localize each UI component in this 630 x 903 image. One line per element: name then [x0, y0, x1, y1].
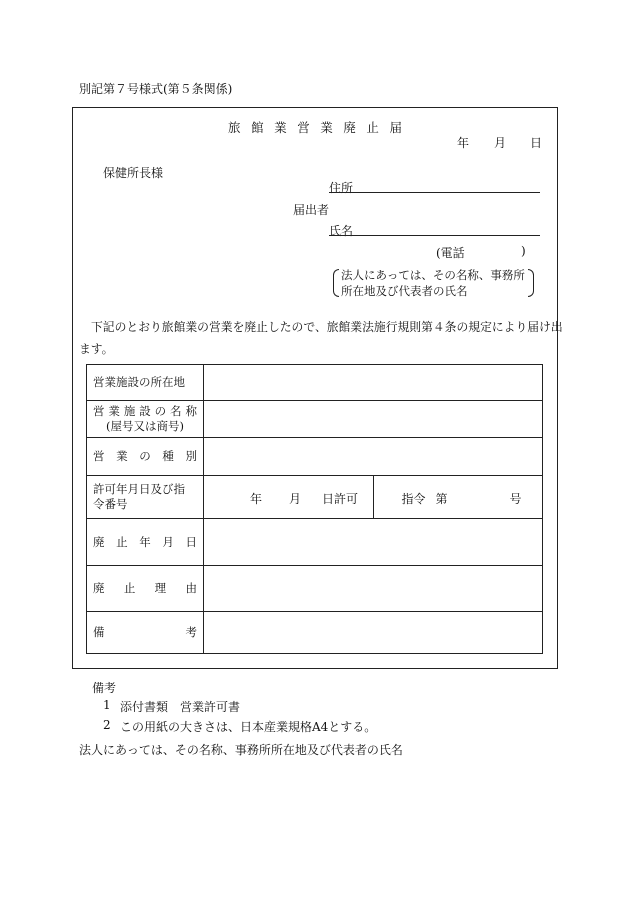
remarks-field[interactable]	[204, 612, 543, 654]
title-char: 館	[251, 120, 264, 135]
note-1-text: 添付書類 営業許可書	[120, 700, 241, 714]
facility-location-label: 営業施設の所在地	[87, 365, 204, 401]
abolition-reason-label: 廃 止 理 由	[87, 566, 204, 612]
address-label: 住所	[329, 181, 354, 195]
bracket-right	[528, 269, 534, 297]
business-type-field[interactable]	[204, 438, 543, 476]
permit-directive: 指令	[401, 491, 426, 506]
permit-no: 第	[435, 491, 448, 506]
name-label: 氏名	[329, 224, 354, 238]
date-day: 日	[530, 136, 543, 150]
permit-number-field[interactable]	[373, 476, 543, 519]
title-char: 廃	[343, 120, 356, 135]
note-2-number: 2	[103, 718, 111, 732]
table-row	[87, 401, 543, 438]
abolition-date-label: 廃 止 年 月 日	[87, 519, 204, 566]
corporate-note-line1: 法人にあっては、その名称、事務所	[341, 268, 525, 282]
notification-table	[86, 364, 543, 654]
permit-year: 年	[250, 491, 263, 506]
title-char: 業	[274, 120, 287, 135]
title-char: 業	[320, 120, 333, 135]
corporate-note-line2: 所在地及び代表者の氏名	[341, 284, 468, 298]
bracket-left	[333, 269, 339, 297]
name-line[interactable]	[329, 235, 540, 236]
date-month: 月	[494, 136, 507, 150]
notes-heading: 備考	[92, 681, 117, 695]
table-row	[87, 519, 543, 566]
title-char: 営	[297, 120, 310, 135]
permit-suffix: 号	[509, 491, 522, 506]
address-line[interactable]	[329, 192, 540, 193]
body-text-line1: 下記のとおり旅館業の営業を廃止したので、旅館業法施行規則第４条の規定により届け出	[91, 320, 563, 334]
facility-name-field[interactable]	[204, 401, 543, 438]
facility-location-field[interactable]	[204, 365, 543, 401]
phone-close: )	[521, 244, 526, 258]
abolition-reason-field[interactable]	[204, 566, 543, 612]
permit-day: 日許可	[322, 491, 359, 506]
phone-open: (電話	[436, 246, 465, 260]
table-row	[87, 365, 543, 401]
notifier-label: 届出者	[293, 203, 330, 217]
facility-name-sub: (屋号又は商号)	[106, 419, 184, 433]
remarks-label: 備 考	[87, 612, 204, 654]
form-title	[228, 118, 402, 136]
table-row	[87, 612, 543, 654]
date-year: 年	[457, 136, 470, 150]
table-row	[87, 438, 543, 476]
form-number: 別記第７号様式(第５条関係)	[79, 82, 233, 96]
footer-text: 法人にあっては、その名称、事務所所在地及び代表者の氏名	[79, 743, 403, 757]
permit-label: 許可年月日及び指 令番号	[87, 476, 204, 519]
abolition-date-field[interactable]	[204, 519, 543, 566]
body-text-line2: ます。	[79, 342, 114, 356]
note-1-number: 1	[103, 698, 111, 712]
title-char: 届	[389, 120, 402, 135]
recipient: 保健所長様	[103, 166, 164, 180]
table-row	[87, 476, 543, 519]
business-type-label: 営 業 の 種 別	[87, 438, 204, 476]
table-row	[87, 566, 543, 612]
permit-month: 月	[289, 491, 302, 506]
title-char: 旅	[228, 120, 241, 135]
title-char: 止	[366, 120, 379, 135]
facility-name-label: 営 業 施 設 の 名 称 (屋号又は商号)	[87, 401, 204, 438]
note-2-text: この用紙の大きさは、日本産業規格A4とする。	[120, 720, 377, 734]
permit-date-field[interactable]	[204, 476, 374, 519]
